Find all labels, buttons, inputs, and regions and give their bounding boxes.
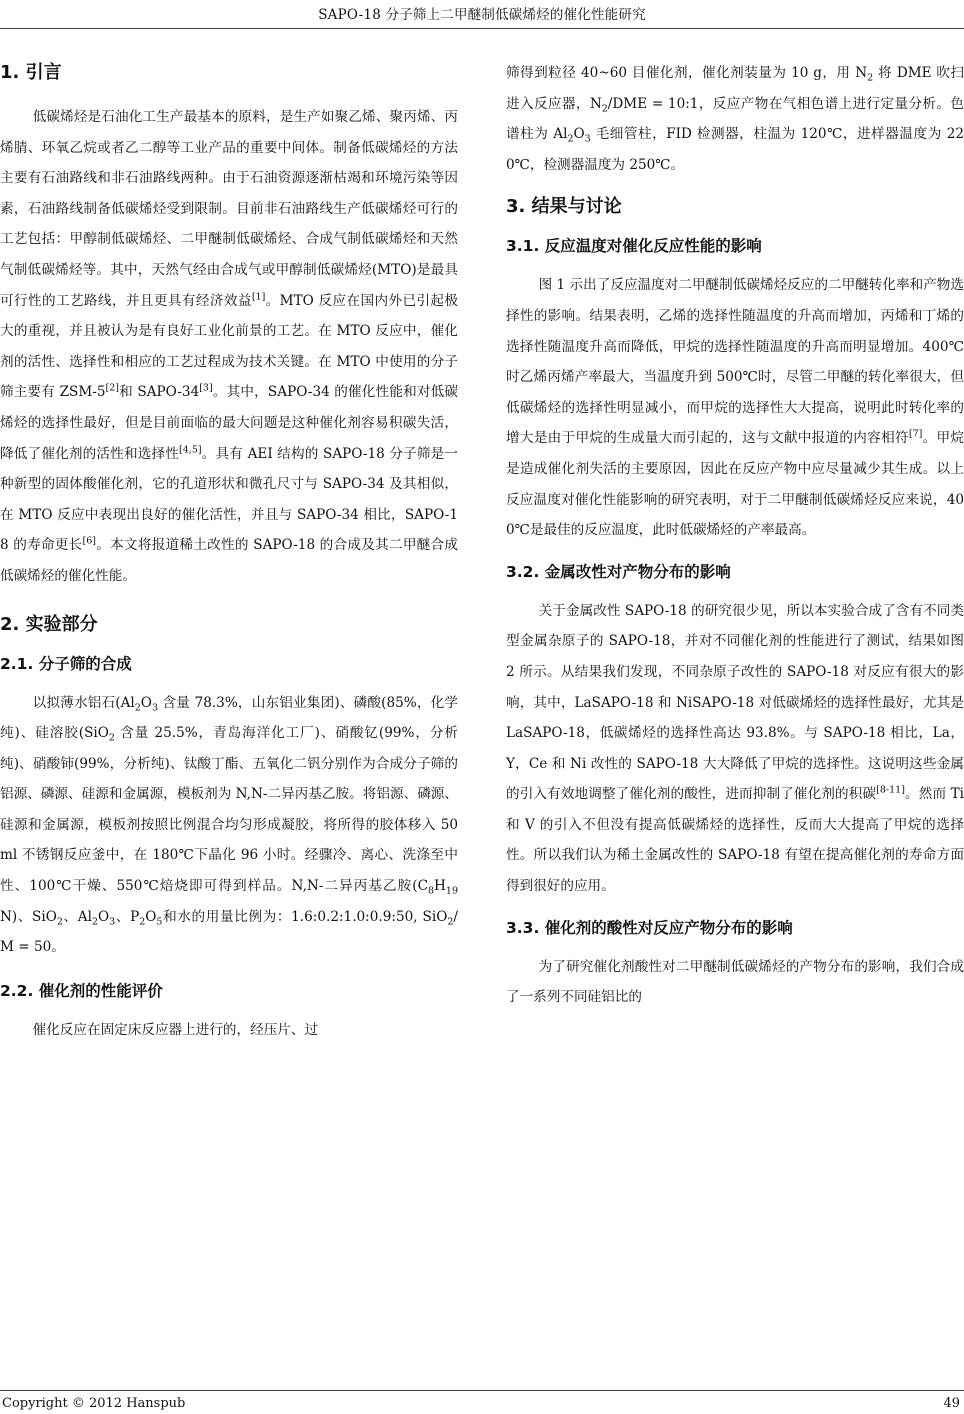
copyright-notice: Copyright © 2012 Hanspub — [2, 1396, 186, 1411]
text-run: /M = 50。 — [0, 908, 458, 956]
text-run: N)、SiO — [0, 908, 57, 925]
page-number: 49 — [943, 1396, 960, 1411]
text-run: 。其中，SAPO-34 的催化性能和对低碳烯烃的选择性最好，但是目前面临的最大问题是这种催化剂容易积碳失活，降低了催化剂的活性和选择性 — [0, 384, 458, 462]
subscript: 2 — [567, 133, 574, 145]
subscript: 3 — [584, 133, 591, 145]
text-run: 。具有 AEI 结构的 SAPO-18 分子筛是一种新型的固体酸催化剂，它的孔道形状和微孔尺寸与 SAPO-34 及其相似，在 MTO 反应中表现出良好的催化活性，并且与 SAPO-34 相比，SAPO-18 的寿命更长 — [0, 445, 458, 554]
text-run: O — [140, 694, 152, 711]
subscript: 2 — [108, 732, 115, 744]
citation-ref: [3] — [199, 382, 213, 394]
subsection-heading-acidity: 3.3. 催化剂的酸性对反应产物分布的影响 — [506, 918, 793, 937]
left-column — [0, 58, 458, 1057]
evaluation-paragraph-continued — [506, 58, 964, 180]
introduction-paragraph — [0, 102, 458, 592]
citation-ref: [7] — [908, 428, 923, 440]
subscript: 2 — [139, 916, 146, 928]
text-run: 、Al — [62, 908, 92, 925]
subsection-heading-temperature: 3.1. 反应温度对催化反应性能的影响 — [506, 237, 762, 256]
synthesis-paragraph — [0, 688, 458, 963]
text-run: 为了研究催化剂酸性对二甲醚制低碳烯烃的产物分布的影响，我们合成了一系列不同硅铝比的 — [506, 958, 964, 1006]
text-run: 催化反应在固定床反应器上进行的，经压片、过 — [32, 1021, 319, 1038]
subsection-heading-metal-modification: 3.2. 金属改性对产物分布的影响 — [506, 562, 731, 581]
text-run: 将 DME 吹扫进入反应器，N — [506, 65, 964, 112]
text-run: O — [145, 908, 157, 925]
subscript: 3 — [109, 916, 116, 928]
citation-ref: [8-11] — [876, 784, 905, 796]
text-run: 含量 25.5%，青岛海洋化工厂)、硝酸钇(99%，分析纯)、硝酸铈(99%，分析纯)、钛酸丁酯、五氧化二钒分别作为合成分子筛的铝源、磷源、硅源和金属源，模板剂为 N,N-二异丙基乙胺。将铝源、磷源、硅源和金属源，模板剂按照比例混合均匀形成凝胶，将所得的胶体移入 50 ml 不锈钢反应釜中，在 180℃下晶化 96 小时。经骤冷、离心、洗涤至中性、100℃干燥、550℃焙烧即可得到样品。N,N-二异丙基乙胺(C — [0, 725, 458, 895]
citation-ref: [4,5] — [179, 444, 202, 455]
text-run: 以拟薄水铝石(Al — [32, 694, 135, 711]
citation-ref: [1] — [251, 291, 266, 303]
subscript: 2 — [56, 916, 63, 928]
subscript: 19 — [445, 885, 458, 897]
text-run: O — [573, 126, 585, 143]
subscript: 2 — [447, 916, 454, 928]
text-run: H — [434, 878, 446, 895]
text-run: 图 1 示出了反应温度对二甲醚制低碳烯烃反应的二甲醚转化率和产物选择性的影响。结果表明，乙烯的选择性随温度的升高而增加，丙烯和丁烯的选择性随温度升高而降低，甲烷的选择性随温度的升高而明显增加。400℃时乙烯丙烯产率最大，当温度升到 500℃时，尽管二甲醚的转化率很大，但低碳烯烃的选择性明显减小，而甲烷的选择性大大提高，说明此时转化率的增大是由于甲烷的生成量大而引起的，这与文献中报道的内容相符 — [506, 277, 964, 447]
subscript: 2 — [601, 103, 608, 115]
text-run: /DME = 10:1，反应产物在气相色谱上进行定量分析。色谱柱为 Al — [506, 95, 964, 143]
right-column — [506, 58, 964, 1025]
text-run: 含量 78.3%，山东铝业集团)、磷酸(85%，化学纯)、硅溶胶(SiO — [0, 694, 458, 742]
temperature-paragraph — [506, 270, 964, 545]
header-rule — [0, 28, 964, 29]
citation-ref: [2] — [105, 382, 119, 394]
subsection-heading-evaluation: 2.2. 催化剂的性能评价 — [0, 981, 163, 1000]
subsection-heading-synthesis: 2.1. 分子筛的合成 — [0, 654, 132, 673]
text-run: 。本文将报道稀土改性的 SAPO-18 的合成及其二甲醚合成低碳烯烃的催化性能。 — [0, 537, 458, 584]
section-heading-experimental: 2. 实验部分 — [0, 613, 98, 635]
evaluation-paragraph-start — [0, 1015, 458, 1046]
subscript: 2 — [134, 702, 141, 714]
subscript: 2 — [91, 916, 98, 928]
text-run: 筛得到粒径 40~60 目催化剂，催化剂装量为 10 g，用 N — [506, 65, 868, 81]
text-run: 和 SAPO-34 — [118, 384, 200, 401]
acidity-paragraph-start — [506, 952, 964, 1013]
text-run: 。然而 Ti 和 V 的引入不但没有提高低碳烯烃的选择性，反而大大提高了甲烷的选择性。所以我们认为稀土金属改性的 SAPO-18 有望在提高催化剂的寿命方面得到很好的应用。 — [506, 786, 964, 895]
subscript: 5 — [156, 916, 163, 928]
text-run: 低碳烯烃是石油化工生产最基本的原料，是生产如聚乙烯、聚丙烯、丙烯腈、环氧乙烷或者乙二醇等工业产品的重要中间体。制备低碳烯烃的方法主要有石油路线和非石油路线两种。由于石油资源逐渐枯竭和环境污染等因素，石油路线制备低碳烯烃受到限制。目前非石油路线生产低碳烯烃可行的工艺包括：甲醇制低碳烯烃、二甲醚制低碳烯烃、合成气制低碳烯烃和天然气制低碳烯烃等。其中，天然气经由合成气或甲醇制低碳烯烃(MTO)是最具可行性的工艺路线，并且更具有经济效益 — [0, 109, 458, 309]
subscript: 2 — [867, 72, 874, 84]
text-run: 毛细管柱，FID 检测器，柱温为 120℃，进样器温度为 220℃，检测器温度为 250℃。 — [506, 126, 964, 173]
text-run: 。MTO 反应在国内外已引起极大的重视，并且被认为是有良好工业化前景的工艺。在 MTO 反应中，催化剂的活性、选择性和相应的工艺过程成为技术关键。在 MTO 中使用的分子筛主要有 ZSM-5 — [0, 292, 459, 401]
section-heading-results: 3. 结果与讨论 — [506, 196, 622, 218]
subscript: 3 — [151, 702, 158, 714]
running-header: SAPO-18 分子筛上二甲醚制低碳烯烃的催化性能研究 — [318, 7, 646, 23]
footer-rule — [0, 1390, 964, 1391]
citation-ref: [6] — [82, 535, 96, 547]
text-run: 、P — [115, 908, 140, 925]
section-heading-introduction: 1. 引言 — [0, 62, 62, 83]
text-run: 和水的用量比例为：1.6:0.2:1.0:0.9:50, SiO — [162, 908, 448, 925]
text-run: 。甲烷是造成催化剂失活的主要原因，因此在反应产物中应尽量减少其生成。以上反应温度对催化性能影响的研究表明，对于二甲醚制低碳烯烃反应来说，400℃是最佳的反应温度，此时低碳烯烃的产率最高。 — [506, 430, 964, 539]
metal-modification-paragraph — [506, 596, 964, 902]
text-run: 关于金属改性 SAPO-18 的研究很少见，所以本实验合成了含有不同类型金属杂原子的 SAPO-18，并对不同催化剂的性能进行了测试，结果如图 2 所示。从结果我们发现，不同杂原子改性的 SAPO-18 对反应有很大的影响，其中，LaSAPO-18 和 NiSAPO-18 对低碳烯烃的选择性最好，尤其是 LaSAPO-18，低碳烯烃的选择性高达 93.8%。与 SAPO-18 相比，La，Y，Ce 和 Ni 改性的 SAPO-18 大大降低了甲烷的选择性。这说明这些金属的引入有效地调整了催化剂的酸性，进而抑制了催化剂的积碳 — [506, 602, 964, 803]
subscript: 8 — [428, 885, 435, 897]
text-run: O — [98, 908, 110, 925]
